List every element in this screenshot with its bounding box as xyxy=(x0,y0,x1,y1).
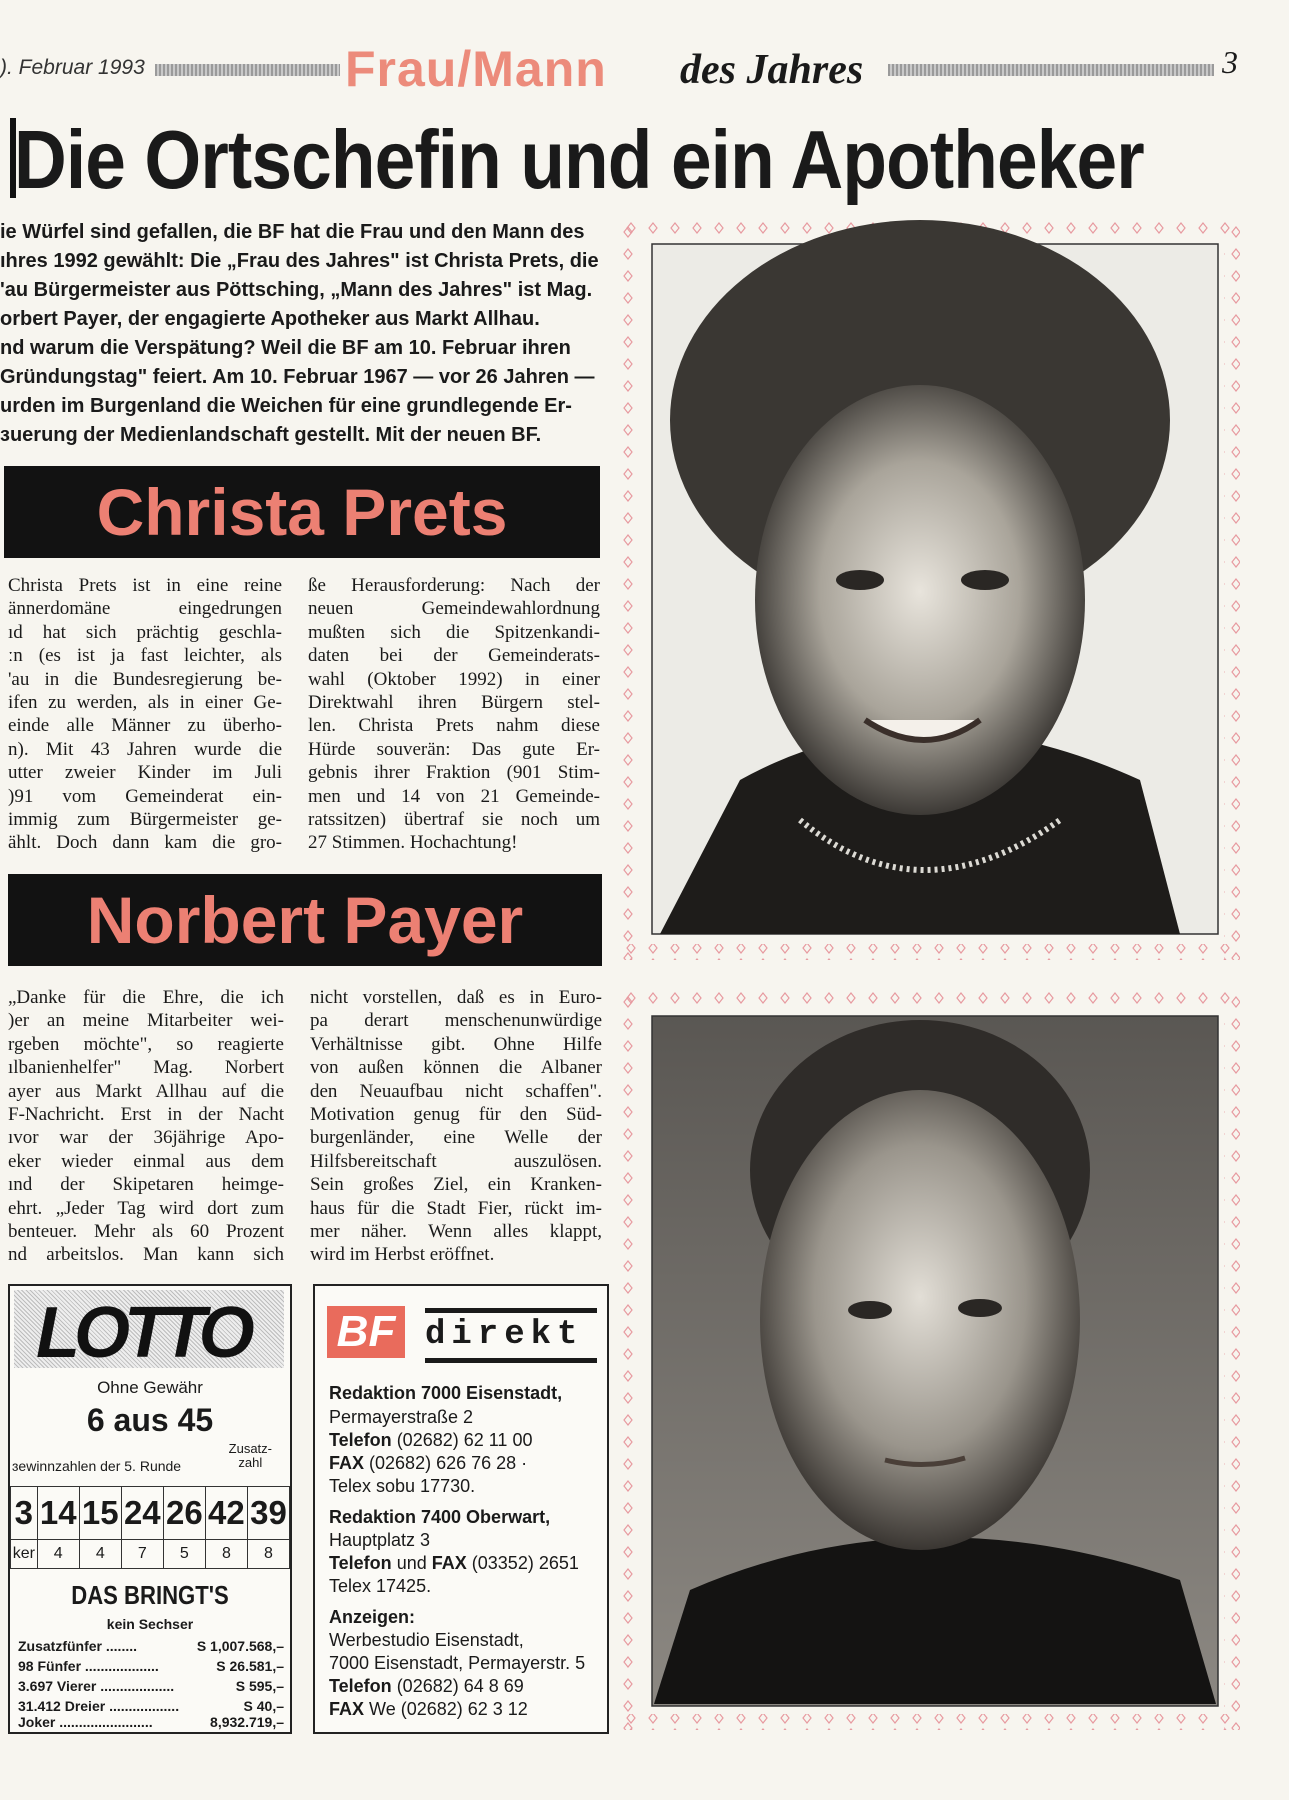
text-line: Sein großes Ziel, ein Kranken- xyxy=(310,1174,602,1196)
fax-anzeigen: We (02682) 62 3 12 xyxy=(369,1699,528,1719)
payout-label: Zusatzfünfer ........ xyxy=(18,1638,138,1654)
payout-value: S 40,– xyxy=(243,1698,284,1714)
name-bar-prets: Christa Prets xyxy=(4,466,600,558)
text-line: neuen Gemeindewahlordnung xyxy=(308,598,600,620)
text-line: Christa Prets ist in eine reine xyxy=(8,575,282,596)
issue-date: ). Februar 1993 xyxy=(0,56,145,79)
photo-frame-prets xyxy=(620,220,1240,960)
text-line: ıvor war der 36jährige Apo- xyxy=(8,1127,284,1149)
telex-eisenstadt: Telex sobu 17730. xyxy=(329,1476,476,1496)
phone-label: Telefon xyxy=(329,1676,392,1696)
bf-logo: BF xyxy=(327,1306,405,1358)
fax-eisenstadt: (02682) 626 76 28 · xyxy=(369,1453,528,1473)
text-line: burgenländer, eine Welle der xyxy=(310,1127,602,1149)
intro-line: Gründungstag" feiert. Am 10. Februar 1967 — vor 26 Jahren — xyxy=(0,366,595,388)
text-line: ße Herausforderung: Nach der xyxy=(308,575,600,596)
text-line: mußten sich die Spitzenkandi- xyxy=(308,621,600,643)
text-line: gebnis ihrer Fraktion (901 Stim- xyxy=(308,762,600,784)
text-line: Hilfsbereitschaft auszulösen. xyxy=(310,1150,602,1172)
lotto-logo-text: LOTTO xyxy=(36,1293,249,1373)
text-line: rgeben möchte", so reagierte xyxy=(8,1033,284,1055)
fax-label: FAX xyxy=(329,1453,365,1473)
text-line: nicht vorstellen, daß es in Euro- xyxy=(310,987,602,1008)
phone-anzeigen: (02682) 64 8 69 xyxy=(396,1676,524,1696)
intro-text xyxy=(0,218,600,450)
joker-number: 7 xyxy=(121,1540,163,1569)
redaktion-eisenstadt-street: Permayerstraße 2 xyxy=(329,1407,474,1427)
payout-value: S 595,– xyxy=(235,1678,284,1694)
payout-row xyxy=(18,1638,284,1654)
payout-value: S 26.581,– xyxy=(216,1658,284,1674)
kein-sechser: kein Sechser xyxy=(106,1616,194,1632)
text-line: mer näher. Wenn alles klappt, xyxy=(310,1221,602,1243)
text-line: len. Christa Prets nahm diese xyxy=(308,715,600,737)
phone-label: Telefon xyxy=(329,1430,392,1450)
text-line: utter zweier Kinder im Juli xyxy=(8,762,282,784)
phone-eisenstadt: (02682) 62 11 00 xyxy=(396,1430,533,1450)
bf-rule-bottom xyxy=(425,1358,597,1363)
page-number: 3 xyxy=(1222,44,1238,80)
anzeigen-line-2: 7000 Eisenstadt, Permayerstr. 5 xyxy=(329,1653,586,1673)
text-line: ınd der Skipetaren heimge- xyxy=(8,1174,284,1196)
text-line: ännerdomäne eingedrungen xyxy=(8,598,282,620)
anzeigen-title: Anzeigen: xyxy=(329,1607,416,1627)
und-text: und xyxy=(396,1553,427,1573)
text-line: ratssitzen) übertraf sie noch um xyxy=(308,809,600,831)
zusatz-label-1: Zusatz- xyxy=(228,1441,272,1456)
text-line: daten bei der Gemeinderats- xyxy=(308,645,600,667)
telex-oberwart: Telex 17425. xyxy=(329,1576,432,1596)
intro-line: 'au Bürgermeister aus Pöttsching, „Mann des Jahres" ist Mag. xyxy=(0,279,593,301)
phone-oberwart: (03352) 2651 xyxy=(471,1553,579,1573)
text-line: n). Mit 43 Jahren wurde die xyxy=(8,738,282,760)
text-line: benteuer. Mehr als 60 Prozent xyxy=(8,1221,284,1243)
text-line: Direktwahl ihren Bürgern stel- xyxy=(308,692,600,714)
bf-direkt-box xyxy=(313,1284,609,1734)
section-title: Frau/Mann xyxy=(345,41,607,97)
text-line: Hürde souverän: Das gute Er- xyxy=(308,738,600,760)
redaktion-oberwart-street: Hauptplatz 3 xyxy=(329,1530,431,1550)
payout-label: 31.412 Dreier .................. xyxy=(18,1698,180,1714)
round-label: ɜewinnzahlen der 5. Runde xyxy=(12,1458,182,1474)
joker-number: 4 xyxy=(37,1540,79,1569)
phone-label: Telefon xyxy=(329,1553,392,1573)
intro-line: ie Würfel sind gefallen, die BF hat die Frau und den Mann des xyxy=(0,221,585,243)
text-line: nd arbeitslos. Man kann sich xyxy=(8,1244,284,1266)
text-line: von außen können die Albaner xyxy=(310,1057,602,1079)
anzeigen-line-1: Werbestudio Eisenstadt, xyxy=(329,1630,524,1650)
text-line: ːn (es ist ja fast leichter, als xyxy=(8,645,282,667)
fax-label: FAX xyxy=(329,1699,365,1719)
prets-column-2 xyxy=(308,574,600,855)
text-line: ählt. Doch dann kam die gro- xyxy=(8,832,282,854)
payout-label: Joker ........................ xyxy=(18,1714,153,1730)
intro-line: ıhres 1992 gewählt: Die „Frau des Jahres" ist Christa Prets, die xyxy=(0,250,599,272)
text-line: ifen zu werden, als in einer Ge- xyxy=(8,692,282,714)
lotto-box xyxy=(8,1284,292,1734)
joker-number: 8 xyxy=(205,1540,247,1569)
text-line: wahl (Oktober 1992) in einer xyxy=(308,668,600,690)
payer-column-2 xyxy=(310,986,602,1267)
text-line: men und 14 von 21 Gemeinde- xyxy=(308,785,600,807)
zusatz-label-2: zahl xyxy=(238,1455,263,1470)
text-line: immig zum Bürgermeister ge- xyxy=(8,809,282,831)
payout-row xyxy=(18,1658,284,1674)
lotto-number: 42 xyxy=(205,1487,247,1540)
text-line: ehrt. „Jeder Tag wird dort zum xyxy=(8,1197,284,1219)
intro-line: ɜuerung der Medienlandschaft gestellt. Mit der neuen BF. xyxy=(0,424,542,446)
name-bar-payer: Norbert Payer xyxy=(8,874,602,966)
payout-row xyxy=(18,1698,284,1714)
lotto-numbers xyxy=(10,1486,290,1569)
text-line: )er an meine Mitarbeiter wei- xyxy=(8,1010,284,1032)
payer-column-1 xyxy=(8,986,284,1267)
bf-direkt-title: direkt xyxy=(425,1316,584,1354)
text-line: ayer aus Markt Allhau auf die xyxy=(8,1080,284,1102)
header-rule-left xyxy=(155,64,340,76)
redaktion-eisenstadt-title: Redaktion 7000 Eisenstadt, xyxy=(329,1383,563,1403)
lotto-number: 14 xyxy=(37,1487,79,1540)
lotto-number: 24 xyxy=(121,1487,163,1540)
joker-number: 5 xyxy=(163,1540,205,1569)
text-line: ıd hat sich prächtig geschla- xyxy=(8,621,282,643)
intro-line: orbert Payer, der engagierte Apotheker aus Markt Allhau. xyxy=(0,308,540,330)
lotto-number: 15 xyxy=(79,1487,121,1540)
text-line: ılbanienhelfer" Mag. Norbert xyxy=(8,1057,284,1079)
payout-value: 8,932.719,– xyxy=(210,1714,284,1730)
text-line: den Neuaufbau nicht schaffen". xyxy=(310,1080,602,1102)
text-line: F-Nachricht. Erst in der Nacht xyxy=(8,1104,284,1126)
text-line: pa derart menschenunwürdige xyxy=(310,1010,602,1032)
lotto-subtitle: Ohne Gewähr xyxy=(97,1378,203,1397)
redaktion-oberwart-title: Redaktion 7400 Oberwart, xyxy=(329,1507,551,1527)
text-line: wird im Herbst eröffnet. xyxy=(310,1244,495,1266)
text-line: einde alle Männer zu überho- xyxy=(8,715,282,737)
payout-row xyxy=(18,1714,284,1730)
lotto-zusatzzahl: 39 xyxy=(247,1487,289,1540)
text-line: Motivation genug für den Süd- xyxy=(310,1104,602,1126)
bringts-title: DAS BRINGT'S xyxy=(71,1580,229,1610)
lotto-logo xyxy=(14,1290,284,1373)
text-line: 27 Stimmen. Hochachtung! xyxy=(308,832,518,854)
intro-line: nd warum die Verspätung? Weil die BF am 10. Februar ihren xyxy=(0,337,571,359)
lotto-number: 3 xyxy=(11,1487,38,1540)
payout-row xyxy=(18,1678,284,1694)
prets-column-1 xyxy=(8,574,282,855)
text-line: eker wieder einmal aus dem xyxy=(8,1150,284,1172)
text-line: Verhältnisse gibt. Ohne Hilfe xyxy=(310,1033,602,1055)
lotto-game: 6 aus 45 xyxy=(86,1402,214,1438)
text-line: 'au in die Bundesregierung be- xyxy=(8,668,282,690)
joker-label: ker xyxy=(11,1540,38,1569)
bf-rule-top xyxy=(425,1308,597,1313)
photo-frame-payer xyxy=(620,990,1240,1730)
joker-number: 4 xyxy=(79,1540,121,1569)
lotto-number: 26 xyxy=(163,1487,205,1540)
section-title-script: des Jahres xyxy=(680,47,864,93)
joker-number: 8 xyxy=(247,1540,289,1569)
text-line: )91 vom Gemeinderat ein- xyxy=(8,785,282,807)
payout-value: S 1,007.568,– xyxy=(196,1638,284,1654)
header-rule-right xyxy=(888,64,1214,76)
fax-label: FAX xyxy=(431,1553,467,1573)
text-line: haus für die Stadt Fier, rückt im- xyxy=(310,1197,602,1219)
payout-label: 98 Fünfer ................... xyxy=(18,1658,159,1674)
intro-line: urden im Burgenland die Weichen für eine grundlegende Er- xyxy=(0,395,572,417)
text-line: „Danke für die Ehre, die ich xyxy=(8,987,284,1008)
zusatzzahl-label xyxy=(229,1442,272,1470)
headline: Die Ortschefin und ein Apotheker xyxy=(14,113,1144,206)
payout-label: 3.697 Vierer ................... xyxy=(18,1678,175,1694)
